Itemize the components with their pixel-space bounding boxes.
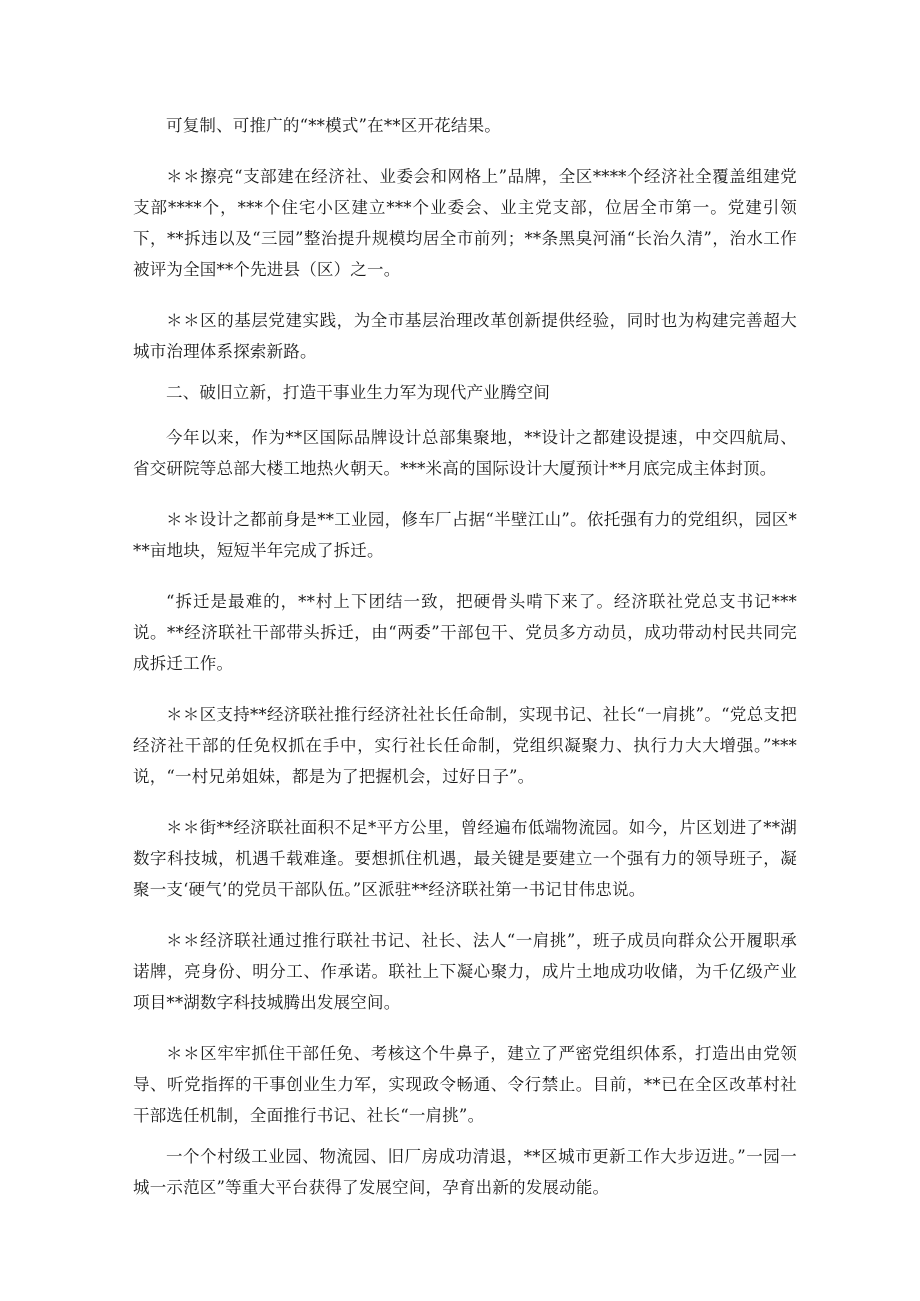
- paragraph-7: ＊＊区支持**经济联社推行经济社社长任命制，实现书记、社长“一肩挑”。“党总支把经济社干部的任免权抓在手中，实行社长任命制，党组织凝聚力、执行力大大增强。”***说，“一村兄弟姐妹，都是为了把握机会，过好日子”。: [133, 705, 797, 786]
- paragraph-1: 可复制、可推广的“**模式”在**区开花结果。: [166, 116, 501, 135]
- document-body: [133, 110, 797, 1223]
- paragraph-5: ＊＊设计之都前身是**工业园，修车厂占据“半壁江山”。依托强有力的党组织，园区***亩地块，短短半年完成了拆迁。: [133, 510, 797, 560]
- paragraph-11: 一个个村级工业园、物流园、旧厂房成功清退，**区城市更新工作大步迈进。”一园一城一示范区”等重大平台获得了发展空间，孕育出新的发展动能。: [133, 1147, 797, 1197]
- paragraph-6: “拆迁是最难的，**村上下团结一致，把硬骨头啃下来了。经济联社党总支书记***说。**经济联社干部带头拆迁，由“两委”干部包干、党员多方动员，成功带动村民共同完成拆迁工作。: [133, 592, 797, 673]
- paragraph-10: ＊＊区牢牢抓住干部任免、考核这个牛鼻子，建立了严密党组织体系，打造出由党领导、听党指挥的干事创业生力军，实现政令畅通、令行禁止。目前，**已在全区改革村社干部选任机制，全面推行书记、社长“一肩挑”。: [133, 1044, 797, 1125]
- paragraph-3: ＊＊区的基层党建实践，为全市基层治理改革创新提供经验，同时也为构建完善超大城市治理体系探索新路。: [133, 311, 797, 361]
- paragraph-8: ＊＊街**经济联社面积不足*平方公里，曾经遍布低端物流园。如今，片区划进了**湖数字科技城，机遇千载难逢。要想抓住机遇，最关键是要建立一个强有力的领导班子，凝聚一支‘硬气’的党员干部队伍。”区派驻**经济联社第一书记甘伟忠说。: [133, 818, 797, 899]
- paragraph-4: 今年以来，作为**区国际品牌设计总部集聚地，**设计之都建设提速，中交四航局、省交研院等总部大楼工地热火朝天。***米高的国际设计大厦预计**月底完成主体封顶。: [133, 428, 797, 478]
- section-heading: 二、破旧立新，打造干事业生力军为现代产业腾空间: [166, 383, 551, 402]
- paragraph-2: ＊＊擦亮“支部建在经济社、业委会和网格上”品牌，全区****个经济社全覆盖组建党支部****个，***个住宅小区建立***个业委会、业主党支部，位居全市第一。党建引领下，**拆违以及“三园”整治提升规模均居全市前列；**条黑臭河涌“长治久清”，治水工作被评为全国**个先进县（区）之一。: [133, 167, 797, 279]
- paragraph-9: ＊＊经济联社通过推行联社书记、社长、法人“一肩挑”，班子成员向群众公开履职承诺牌，亮身份、明分工、作承诺。联社上下凝心聚力，成片土地成功收储，为千亿级产业项目**湖数字科技城腾出发展空间。: [133, 931, 797, 1012]
